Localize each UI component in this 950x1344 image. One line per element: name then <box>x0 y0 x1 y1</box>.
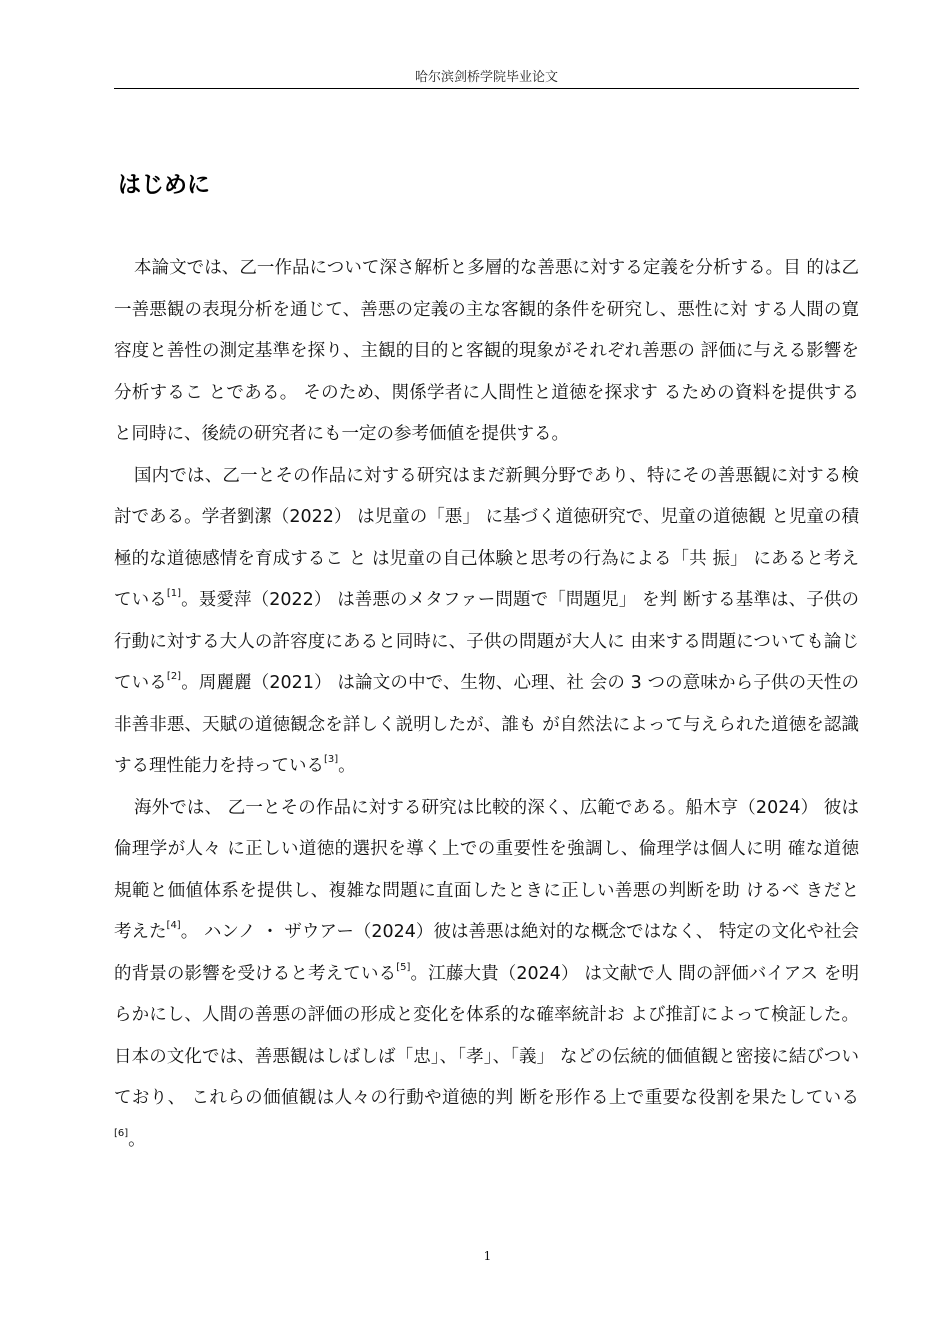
citation-ref: [4] <box>166 920 181 931</box>
paragraph-overseas-research <box>114 788 859 1162</box>
header-rule <box>114 88 859 89</box>
paragraph-text: 。周麗麗（2021） は論文の中で、生物、心理、社 会の 3 つの意味から子供の天性の非善非悪、天賦の道徳観念を詳しく説明したが、誰も が自然法によって与えられた道徳を認識する理性能力を持っている <box>114 673 860 776</box>
citation-ref: [1] <box>166 588 182 599</box>
paragraph-text: 本論文では、乙一作品について深さ解析と多層的な善悪に対する定義を分析する。目 的は乙一善悪観の表現分析を通じて、善悪の定義の主な客観的条件を研究し、悪性に対 する人間の寛容度と善性の測定基準を探り、主観的目的と客観的現象がそれぞれ善悪の 評価に与える影響を分析するこ とである。 そのため、関係学者に人間性と道徳を探求す るための資料を提供すると同時に、後続の研究者にも一定の参考価値を提供する。 <box>114 258 859 444</box>
paragraph-text: 海外では、 乙一とその作品に対する研究は比較的深く、広範である。船木亨（2024） 彼は倫理学が人々 に正しい道徳的選択を導く上での重要性を強調し、倫理学は個人に明 確な道徳規範と価値体系を提供し、複雑な問題に直面したときに正しい善悪の判断を助 けるべ きだと考えた <box>114 797 859 942</box>
citation-ref: [5] <box>396 961 411 973</box>
section-title: はじめに <box>118 172 210 198</box>
section-body <box>114 248 859 1161</box>
citation-ref: [6] <box>114 1127 129 1139</box>
paragraph-text: 。江藤大貴（2024） は文献で人 間の評価バイアス を明らかにし、人間の善悪の評価の形成と変化を体系的な確率統計お よび推訂によって検証した。 日本の文化では、善悪観はしばしば「忠」、「孝」、「義」 などの伝統的価値観と密接に結びついており、 これらの価値観は人々の行動や道徳的判 断を形作る上で重要な役割を果たしている <box>114 963 860 1108</box>
paragraph-purpose <box>114 248 859 456</box>
running-header: 哈尔滨剑桥学院毕业论文 <box>414 70 558 85</box>
paragraph-text: 。 <box>128 1129 146 1150</box>
paragraph-text: 。 <box>338 756 356 776</box>
page-number: 1 <box>483 1249 492 1263</box>
paragraph-domestic-research <box>114 456 859 788</box>
paragraph-text: 国内では、乙一とその作品に対する研究はまだ新興分野であり、特にその善悪観に対する検討である。学者劉潔（2022） は児童の「悪」 に基づく道徳研究で、児童の道徳観 と児童の積極的な道徳感情を育成するこ と は児童の自己体験と思考の行為による「共 振」 にあると考えている <box>114 465 859 610</box>
paragraph-text: 。聂愛萍（2022） は善悪のメタファー問題で「問題児」 を判 断する基準は、子供の行動に対する大人の許容度にあると同時に、子供の問題が大人に 由来する問題についても論じている <box>114 590 860 693</box>
paragraph-text: 。 ハンノ ・ ザウアー（2024）彼は善悪は絶対的な概念ではなく、 特定の文化や社会的背景の影響を受けると考えている <box>114 922 859 984</box>
citation-ref: [3] <box>324 754 339 765</box>
citation-ref: [2] <box>166 671 182 682</box>
